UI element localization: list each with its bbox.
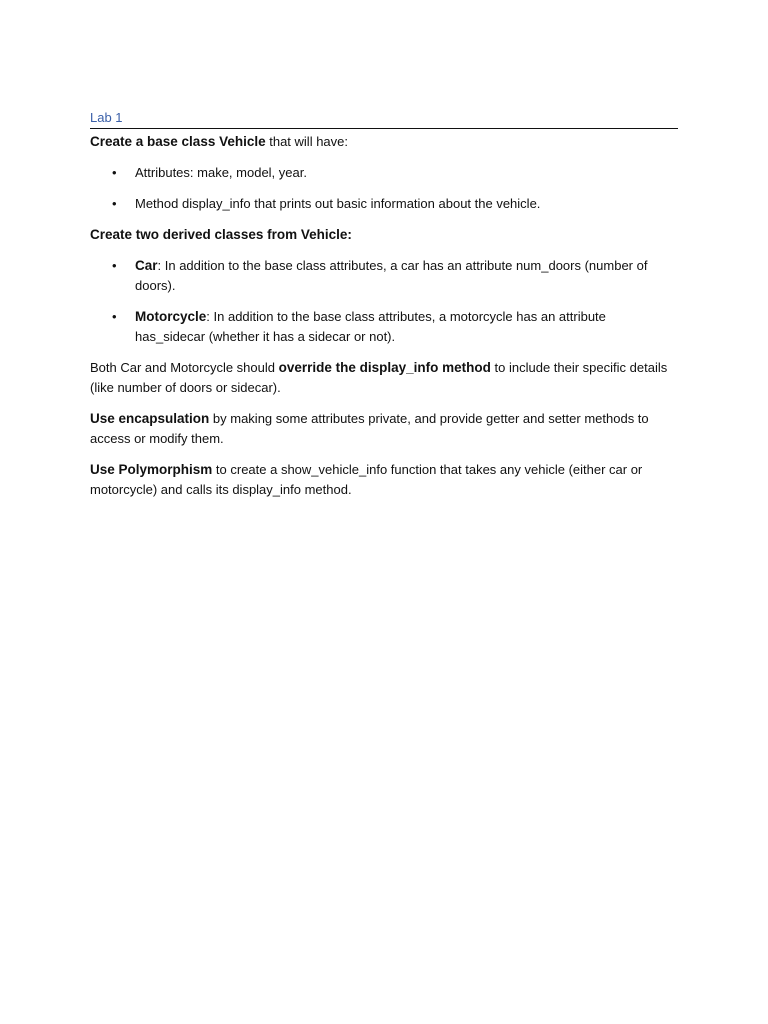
- list-item: [90, 307, 678, 347]
- base-attributes-list: [90, 163, 678, 214]
- list-item: [90, 256, 678, 296]
- intro-paragraph: [90, 132, 678, 152]
- encapsulation-paragraph: [90, 409, 678, 449]
- derived-heading-text: Create two derived classes from Vehicle:: [90, 227, 352, 242]
- override-pre: Both Car and Motorcycle should: [90, 360, 279, 375]
- list-item: [90, 163, 678, 183]
- derived-heading: [90, 225, 678, 245]
- bullet: •: [112, 165, 117, 180]
- override-paragraph: [90, 358, 678, 398]
- intro-text: that will have:: [265, 134, 348, 149]
- intro-bold: Create a base class Vehicle: [90, 134, 266, 149]
- encapsulation-text: by making some attributes private, and provide getter and setter methods to access or modify them.: [90, 411, 649, 446]
- override-bold: override the display_info method: [278, 360, 491, 375]
- bullet: •: [112, 258, 117, 273]
- list-item-text: : In addition to the base class attributes, a car has an attribute num_doors (number of doors).: [135, 258, 648, 293]
- bullet: •: [112, 196, 117, 211]
- derived-classes-list: [90, 256, 678, 347]
- list-item: [90, 194, 678, 214]
- document-content: [90, 108, 678, 511]
- polymorphism-paragraph: [90, 460, 678, 500]
- list-item-bold: Motorcycle: [135, 309, 207, 324]
- override-post: to include their specific details (like number of doors or sidecar).: [90, 360, 668, 395]
- document-header: Lab 1: [90, 108, 678, 129]
- polymorphism-bold: Use Polymorphism: [90, 462, 213, 477]
- list-item-text: Method display_info that prints out basic information about the vehicle.: [135, 196, 541, 211]
- list-item-bold: Car: [135, 258, 158, 273]
- list-item-text: Attributes: make, model, year.: [135, 165, 307, 180]
- encapsulation-bold: Use encapsulation: [90, 411, 210, 426]
- polymorphism-text: to create a show_vehicle_info function that takes any vehicle (either car or motorcycle) and calls its display_info method.: [90, 462, 643, 497]
- bullet: •: [112, 309, 117, 324]
- list-item-text: : In addition to the base class attributes, a motorcycle has an attribute has_sidecar (whether it has a sidecar or not).: [135, 309, 606, 344]
